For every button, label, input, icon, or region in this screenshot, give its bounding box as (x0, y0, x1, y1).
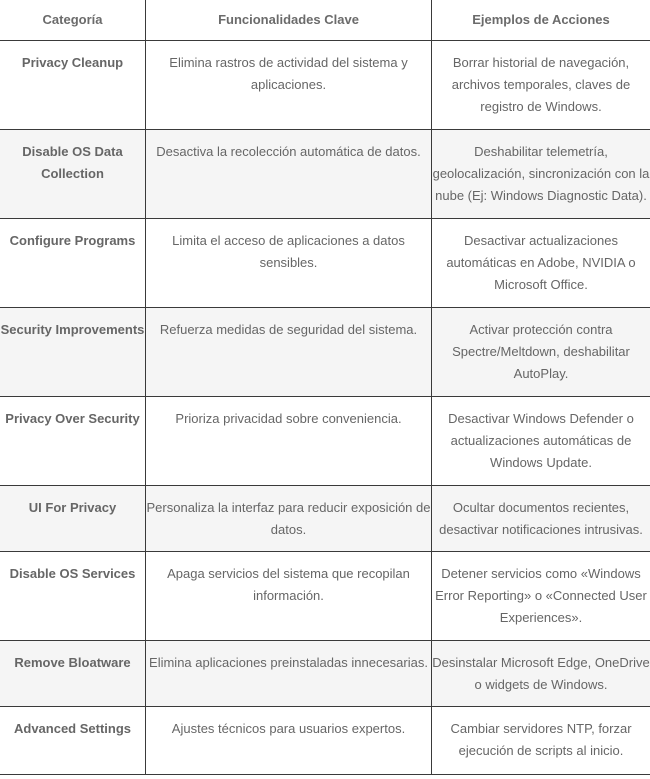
category-cell (0, 397, 146, 486)
examples-cell (432, 552, 650, 641)
features-text: Refuerza medidas de seguridad del sistema. (159, 322, 418, 337)
examples-text: Cambiar servidores NTP, forzar ejecución de scripts al inicio. (450, 721, 632, 758)
examples-cell (432, 641, 650, 707)
features-text: Ajustes técnicos para usuarios expertos. (171, 721, 406, 736)
examples-text: Deshabilitar telemetría, geolocalización, sincronización con la nube (Ej: Windows Diagnostic Data). (432, 144, 650, 203)
examples-text: Desactivar actualizaciones automáticas en Adobe, NVIDIA o Microsoft Office. (446, 233, 636, 292)
category-text: Disable OS Services (9, 566, 136, 581)
category-text: Security Improvements (0, 322, 145, 337)
table-row (0, 308, 650, 397)
category-cell (0, 486, 146, 552)
table-row (0, 641, 650, 707)
features-cell (146, 308, 432, 397)
features-text: Apaga servicios del sistema que recopilan información. (167, 566, 410, 603)
category-cell (0, 130, 146, 219)
examples-text: Activar protección contra Spectre/Meltdown, deshabilitar AutoPlay. (452, 322, 630, 381)
category-text: Disable OS Data Collection (22, 144, 123, 181)
category-cell (0, 707, 146, 775)
features-cell (146, 397, 432, 486)
category-text: Configure Programs (9, 233, 136, 248)
examples-cell (432, 130, 650, 219)
examples-text: Desactivar Windows Defender o actualizaciones automáticas de Windows Update. (448, 411, 634, 470)
table-row (0, 397, 650, 486)
examples-text: Ocultar documentos recientes, desactivar notificaciones intrusivas. (439, 500, 643, 537)
examples-cell (432, 397, 650, 486)
features-text: Limita el acceso de aplicaciones a datos sensibles. (172, 233, 405, 270)
features-text: Desactiva la recolección automática de datos. (156, 144, 421, 159)
features-cell (146, 219, 432, 308)
header-features: Funcionalidades Clave (146, 0, 432, 41)
table-row (0, 486, 650, 552)
category-text: Advanced Settings (13, 721, 132, 736)
table-row (0, 552, 650, 641)
table-row (0, 41, 650, 130)
header-category: Categoría (0, 0, 146, 41)
examples-cell (432, 41, 650, 130)
category-cell (0, 308, 146, 397)
examples-cell (432, 308, 650, 397)
features-cell (146, 707, 432, 775)
examples-cell (432, 219, 650, 308)
header-examples: Ejemplos de Acciones (432, 0, 650, 41)
features-cell (146, 552, 432, 641)
examples-cell (432, 486, 650, 552)
category-cell (0, 552, 146, 641)
features-text: Elimina rastros de actividad del sistema y aplicaciones. (169, 55, 408, 92)
features-text: Prioriza privacidad sobre conveniencia. (175, 411, 402, 426)
category-text: Privacy Over Security (5, 411, 140, 426)
category-text: Privacy Cleanup (21, 55, 124, 70)
category-cell (0, 641, 146, 707)
category-text: UI For Privacy (28, 500, 117, 515)
table-row (0, 219, 650, 308)
category-text: Remove Bloatware (14, 655, 131, 670)
examples-text: Detener servicios como «Windows Error Reporting» o «Connected User Experiences». (435, 566, 647, 625)
features-text: Personaliza la interfaz para reducir exposición de datos. (146, 500, 431, 537)
examples-text: Borrar historial de navegación, archivos temporales, claves de registro de Windows. (451, 55, 631, 114)
features-cell (146, 130, 432, 219)
features-text: Elimina aplicaciones preinstaladas innecesarias. (149, 655, 428, 670)
features-cell (146, 486, 432, 552)
category-cell (0, 41, 146, 130)
table-row (0, 130, 650, 219)
features-cell (146, 641, 432, 707)
examples-cell (432, 707, 650, 775)
examples-text: Desinstalar Microsoft Edge, OneDrive o widgets de Windows. (432, 655, 650, 692)
table-row (0, 707, 650, 775)
features-cell (146, 41, 432, 130)
table-header-row (0, 0, 650, 41)
category-cell (0, 219, 146, 308)
